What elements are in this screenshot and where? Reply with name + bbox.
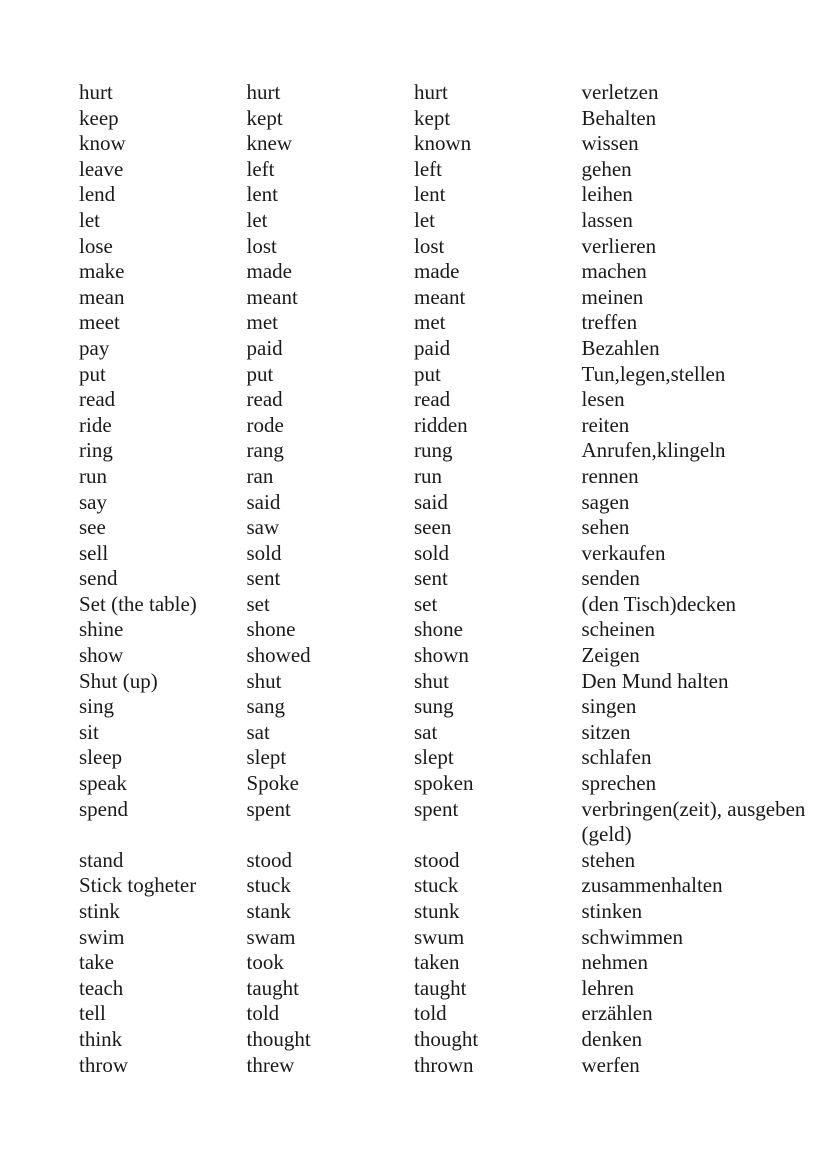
past-participle-cell: put: [414, 361, 441, 386]
verb-row: [79, 745, 799, 771]
past-simple-cell: met: [246, 310, 278, 335]
german-translation-cell: sprechen: [581, 771, 657, 796]
infinitive-cell: tell: [79, 1001, 106, 1026]
german-translation-cell: machen: [581, 259, 647, 284]
german-translation-cell: verlieren: [581, 233, 657, 258]
german-translation-cell: leihen: [581, 182, 633, 207]
verb-row: [79, 208, 799, 234]
verb-row: [79, 950, 799, 976]
infinitive-cell: speak: [79, 771, 127, 796]
past-simple-cell: left: [246, 156, 275, 181]
verb-row: [79, 80, 799, 106]
infinitive-cell: send: [79, 566, 118, 591]
german-translation-cell: Behalten: [581, 105, 657, 130]
infinitive-cell: think: [79, 1026, 123, 1051]
past-simple-cell: spent: [246, 796, 291, 821]
past-participle-cell: slept: [414, 745, 454, 770]
past-participle-cell: rung: [414, 438, 453, 463]
verb-row: [79, 848, 799, 874]
past-simple-cell: showed: [246, 643, 311, 668]
past-simple-cell: Spoke: [246, 771, 299, 796]
infinitive-cell: stand: [79, 847, 124, 872]
past-participle-cell: sung: [414, 694, 454, 719]
infinitive-cell: stink: [79, 899, 120, 923]
past-participle-cell: said: [414, 489, 448, 514]
infinitive-cell: make: [79, 259, 125, 284]
past-participle-cell: kept: [414, 105, 451, 130]
verb-row: [79, 259, 799, 285]
infinitive-cell: Shut (up): [79, 668, 158, 693]
verb-row: [79, 617, 799, 643]
verb-row: [79, 566, 799, 592]
past-simple-cell: knew: [246, 131, 292, 156]
infinitive-cell: teach: [79, 975, 124, 1000]
infinitive-cell: run: [79, 463, 107, 488]
past-simple-cell: lost: [246, 233, 277, 258]
past-participle-cell: ridden: [414, 412, 468, 437]
past-participle-cell: sat: [414, 719, 438, 744]
past-simple-cell: swam: [246, 924, 296, 949]
past-simple-cell: read: [246, 387, 283, 412]
past-participle-cell: shone: [414, 617, 463, 642]
german-translation-cell: treffen: [581, 310, 638, 335]
german-translation-cell: meinen: [581, 284, 644, 309]
german-translation-cell: zusammenhalten: [581, 873, 723, 898]
infinitive-cell: swim: [79, 924, 125, 949]
past-simple-cell: sang: [246, 694, 285, 719]
infinitive-cell: sing: [79, 694, 115, 719]
german-translation-cell: denken: [581, 1026, 643, 1051]
past-simple-cell: thought: [246, 1026, 311, 1051]
verb-row: [79, 490, 799, 516]
past-participle-cell: stuck: [414, 873, 459, 898]
verb-row: [79, 438, 799, 464]
past-participle-cell: seen: [414, 515, 452, 540]
irregular-verbs-table: [79, 80, 806, 1078]
verb-row: [79, 234, 799, 260]
verb-row: [79, 720, 799, 746]
past-simple-cell: rang: [246, 438, 284, 463]
verb-row: [79, 285, 799, 311]
infinitive-cell: sell: [79, 540, 109, 565]
german-translation-cell: (den Tisch)decken: [581, 591, 737, 616]
verb-row: [79, 771, 799, 797]
infinitive-cell: leave: [79, 156, 124, 181]
past-simple-cell: shone: [246, 617, 296, 642]
past-participle-cell: met: [414, 310, 446, 335]
verb-row: [79, 106, 799, 132]
infinitive-cell: see: [79, 515, 106, 540]
infinitive-cell: mean: [79, 284, 125, 309]
german-translation-cell: lehren: [581, 975, 634, 1000]
past-participle-cell: read: [414, 387, 451, 412]
past-participle-cell: run: [414, 463, 442, 488]
german-translation-cell: sagen: [581, 489, 630, 514]
infinitive-cell: know: [79, 131, 126, 156]
past-participle-cell: left: [414, 156, 442, 181]
german-translation-cell: Tun,legen,stellen: [581, 361, 726, 386]
verb-row: [79, 669, 799, 695]
verb-row: [79, 413, 799, 439]
verb-row: [79, 592, 799, 618]
past-simple-cell: shut: [246, 668, 282, 693]
infinitive-cell: keep: [79, 105, 119, 130]
german-translation-cell: lesen: [581, 387, 625, 412]
verb-row: [79, 1053, 799, 1079]
past-participle-cell: let: [414, 207, 435, 232]
past-simple-cell: threw: [246, 1052, 295, 1077]
past-participle-cell: swum: [414, 924, 465, 949]
verb-row: [79, 925, 799, 951]
infinitive-cell: shine: [79, 617, 124, 642]
past-simple-cell: stuck: [246, 873, 291, 898]
german-translation-cell: verkaufen: [581, 540, 666, 565]
past-participle-cell: sent: [414, 566, 448, 591]
past-simple-cell: stood: [246, 847, 293, 872]
verb-row: [79, 1027, 799, 1053]
infinitive-cell: show: [79, 643, 124, 668]
past-participle-cell: set: [414, 591, 438, 616]
past-simple-cell: paid: [246, 335, 283, 360]
past-simple-cell: told: [246, 1001, 280, 1026]
german-translation-cell: werfen: [581, 1052, 640, 1077]
german-translation-cell: Anrufen,klingeln: [581, 438, 726, 463]
infinitive-cell: let: [79, 207, 100, 232]
german-translation-cell: lassen: [581, 207, 633, 232]
infinitive-cell: Stick togheter: [79, 873, 197, 898]
past-simple-cell: slept: [246, 745, 287, 770]
past-participle-cell: stood: [414, 847, 460, 872]
verb-row: [79, 541, 799, 567]
german-translation-cell: schwimmen: [581, 924, 683, 949]
german-translation-cell: Zeigen: [581, 643, 640, 668]
german-translation-cell: schlafen: [581, 745, 652, 770]
verb-row: [79, 1001, 799, 1027]
infinitive-cell: pay: [79, 335, 110, 360]
past-simple-cell: stank: [246, 899, 291, 923]
past-simple-cell: rode: [246, 412, 284, 437]
german-translation-cell: nehmen: [581, 950, 648, 975]
verb-row: [79, 515, 799, 541]
german-translation-cell: rennen: [581, 463, 639, 488]
past-simple-cell: put: [246, 361, 274, 386]
infinitive-cell: lend: [79, 182, 116, 207]
past-participle-cell: hurt: [414, 80, 448, 104]
infinitive-cell: put: [79, 361, 106, 386]
german-translation-cell: reiten: [581, 412, 630, 437]
verb-row: [79, 694, 799, 720]
past-simple-cell: set: [246, 591, 270, 616]
german-translation-cell: sehen: [581, 515, 630, 540]
verb-row: [79, 362, 799, 388]
german-translation-cell: scheinen: [581, 617, 655, 642]
verb-row: [79, 643, 799, 669]
german-translation-cell: wissen: [581, 131, 639, 156]
past-simple-cell: made: [246, 259, 292, 284]
verb-row: [79, 796, 806, 848]
past-simple-cell: let: [246, 207, 268, 232]
past-participle-cell: lent: [414, 182, 446, 207]
past-participle-cell: known: [414, 131, 472, 156]
infinitive-cell: say: [79, 489, 107, 514]
verb-row: [79, 336, 799, 362]
past-participle-cell: stunk: [414, 899, 460, 923]
past-simple-cell: lent: [246, 182, 278, 207]
past-simple-cell: sat: [246, 719, 270, 744]
german-translation-cell: Bezahlen: [581, 335, 660, 360]
verb-row: [79, 157, 799, 183]
german-translation-cell: verbringen(zeit), ausgeben (geld): [581, 796, 806, 847]
past-participle-cell: paid: [414, 335, 451, 360]
past-participle-cell: meant: [414, 284, 466, 309]
infinitive-cell: Set (the table): [79, 591, 197, 616]
infinitive-cell: meet: [79, 310, 120, 335]
verb-row: [79, 899, 799, 925]
past-participle-cell: spoken: [414, 771, 474, 796]
verb-row: [79, 976, 799, 1002]
past-participle-cell: sold: [414, 540, 450, 565]
verb-row: [79, 182, 799, 208]
german-translation-cell: sitzen: [581, 719, 631, 744]
past-simple-cell: taught: [246, 975, 299, 1000]
infinitive-cell: take: [79, 950, 114, 975]
past-participle-cell: taken: [414, 950, 460, 975]
past-simple-cell: ran: [246, 463, 274, 488]
german-translation-cell: gehen: [581, 156, 632, 181]
past-participle-cell: thrown: [414, 1052, 474, 1077]
past-simple-cell: sent: [246, 566, 281, 591]
past-participle-cell: shown: [414, 643, 469, 668]
past-simple-cell: took: [246, 950, 284, 975]
infinitive-cell: hurt: [79, 80, 113, 104]
past-participle-cell: spent: [414, 796, 459, 821]
german-translation-cell: stinken: [581, 899, 643, 923]
german-translation-cell: verletzen: [581, 80, 659, 104]
infinitive-cell: sit: [79, 719, 99, 744]
infinitive-cell: ride: [79, 412, 112, 437]
past-participle-cell: made: [414, 259, 460, 284]
infinitive-cell: throw: [79, 1052, 128, 1077]
past-simple-cell: kept: [246, 105, 283, 130]
past-participle-cell: taught: [414, 975, 467, 1000]
past-participle-cell: shut: [414, 668, 450, 693]
verb-row: [79, 873, 799, 899]
past-participle-cell: thought: [414, 1026, 479, 1051]
german-translation-cell: senden: [581, 566, 640, 591]
verb-row: [79, 131, 799, 157]
german-translation-cell: stehen: [581, 847, 636, 872]
german-translation-cell: singen: [581, 694, 637, 719]
infinitive-cell: lose: [79, 233, 113, 258]
verb-row: [79, 464, 799, 490]
infinitive-cell: spend: [79, 796, 128, 821]
verb-row: [79, 310, 799, 336]
german-translation-cell: Den Mund halten: [581, 668, 729, 693]
past-simple-cell: sold: [246, 540, 282, 565]
past-participle-cell: told: [414, 1001, 447, 1026]
past-simple-cell: hurt: [246, 80, 281, 104]
infinitive-cell: read: [79, 387, 116, 412]
past-simple-cell: saw: [246, 515, 280, 540]
past-simple-cell: said: [246, 489, 281, 514]
infinitive-cell: ring: [79, 438, 113, 463]
infinitive-cell: sleep: [79, 745, 123, 770]
german-translation-cell: erzählen: [581, 1001, 653, 1026]
past-simple-cell: meant: [246, 284, 298, 309]
verb-row: [79, 387, 799, 413]
past-participle-cell: lost: [414, 233, 445, 258]
